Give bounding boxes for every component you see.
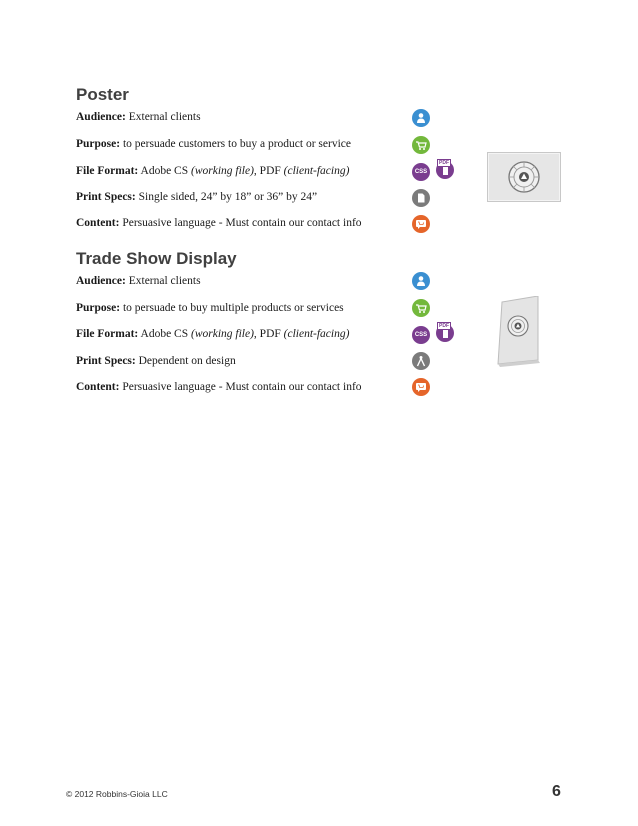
row-label: Audience: — [76, 275, 126, 287]
row-label: File Format: — [76, 165, 139, 177]
compass-icon — [412, 352, 430, 370]
poster-audience-row — [76, 110, 201, 124]
row-label: Content: — [76, 217, 120, 229]
css-icon-label: CSS — [414, 332, 428, 338]
trade-show-purpose-row — [76, 301, 344, 315]
pdf-icon-label: PDF — [439, 160, 449, 166]
person-icon — [412, 109, 430, 127]
row-value: Single sided, 24” by 18” or 36” by 24” — [138, 191, 318, 203]
pdf-icon — [436, 161, 454, 179]
css-icon — [412, 326, 430, 344]
page-icon — [412, 189, 430, 207]
pdf-icon — [436, 324, 454, 342]
section-title-poster: Poster — [76, 85, 129, 104]
row-value: External clients — [128, 275, 201, 287]
row-label: File Format: — [76, 328, 139, 340]
row-value: , PDF — [253, 165, 284, 177]
row-value: to persuade customers to buy a product or service — [122, 138, 351, 150]
row-value: Persuasive language - Must contain our contact info — [122, 217, 362, 229]
row-value: Adobe CS — [140, 328, 191, 340]
cart-icon — [412, 299, 430, 317]
cart-icon — [412, 136, 430, 154]
css-icon — [412, 163, 430, 181]
poster-content-row — [76, 216, 362, 230]
row-label: Print Specs: — [76, 355, 136, 367]
page-number: 6 — [552, 783, 561, 800]
row-label: Purpose: — [76, 302, 121, 314]
poster-purpose-row — [76, 137, 351, 151]
trade-show-print-specs-row — [76, 354, 236, 368]
row-label: Audience: — [76, 111, 126, 123]
chat-cart-icon — [412, 378, 430, 396]
row-value: External clients — [128, 111, 201, 123]
row-value: Persuasive language - Must contain our contact info — [122, 381, 362, 393]
row-label: Purpose: — [76, 138, 121, 150]
poster-thumbnail — [487, 152, 561, 202]
trade-show-display-thumbnail — [494, 296, 542, 368]
row-value: to persuade to buy multiple products or services — [122, 302, 344, 314]
row-label: Print Specs: — [76, 191, 136, 203]
row-value: Dependent on design — [138, 355, 236, 367]
person-icon — [412, 272, 430, 290]
poster-print-specs-row — [76, 190, 317, 204]
row-value: , PDF — [253, 328, 284, 340]
section-title-trade-show-display: Trade Show Display — [76, 249, 237, 268]
row-value: Adobe CS — [140, 165, 191, 177]
trade-show-audience-row — [76, 274, 201, 288]
poster-file-format-row — [76, 164, 349, 178]
row-value-italic: (client-facing) — [283, 165, 350, 177]
css-icon-label: CSS — [414, 169, 428, 175]
trade-show-content-row — [76, 380, 362, 394]
trade-show-file-format-row — [76, 327, 349, 341]
row-value-italic: (client-facing) — [283, 328, 350, 340]
row-value-italic: (working file) — [191, 328, 254, 340]
pdf-icon-label: PDF — [439, 323, 449, 329]
footer-copyright: © 2012 Robbins-Gioia LLC — [66, 789, 168, 799]
row-label: Content: — [76, 381, 120, 393]
row-value-italic: (working file) — [191, 165, 254, 177]
chat-cart-icon — [412, 215, 430, 233]
